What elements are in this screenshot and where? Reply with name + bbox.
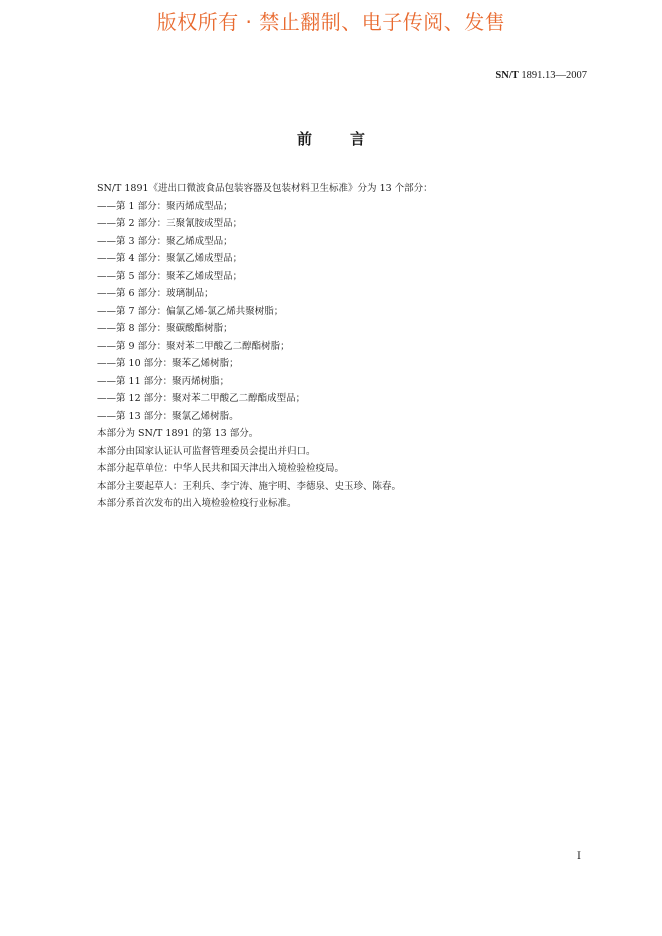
list-item: ——第 10 部分：聚苯乙烯树脂； xyxy=(97,358,239,369)
standard-code-prefix: SN/T xyxy=(495,70,519,81)
list-item: ——第 7 部分：偏氯乙烯-氯乙烯共聚树脂； xyxy=(97,305,284,317)
list-item: ——第 4 部分：聚氯乙烯成型品； xyxy=(97,253,243,264)
list-item: ——第 2 部分：三聚氰胺成型品； xyxy=(97,218,243,229)
list-item: ——第 13 部分：聚氯乙烯树脂。 xyxy=(97,410,239,422)
copyright-watermark: 版权所有 · 禁止翻制、电子传阅、发售 xyxy=(156,10,506,34)
list-item: ——第 3 部分：聚乙烯成型品； xyxy=(97,235,233,247)
list-item: ——第 9 部分：聚对苯二甲酸乙二醇酯树脂； xyxy=(97,340,290,352)
document-body xyxy=(97,180,597,513)
notes xyxy=(97,425,597,513)
page-number: I xyxy=(577,851,581,862)
note-line: 本部分为 SN/T 1891 的第 13 部分。 xyxy=(97,428,259,439)
note-line: 本部分主要起草人：王利兵、李宁涛、施宇明、李德泉、史玉珍、陈春。 xyxy=(97,480,402,492)
note-line: 本部分起草单位：中华人民共和国天津出入境检验检疫局。 xyxy=(97,463,345,474)
list-item: ——第 12 部分：聚对苯二甲酸乙二醇酯成型品； xyxy=(97,393,306,404)
list-item: ——第 1 部分：聚丙烯成型品； xyxy=(97,200,233,212)
list-item: ——第 5 部分：聚苯乙烯成型品； xyxy=(97,270,243,282)
standard-code-number: 1891.13—2007 xyxy=(521,70,587,81)
list-item: ——第 11 部分：聚丙烯树脂； xyxy=(97,375,230,387)
parts-list xyxy=(97,198,597,426)
intro-paragraph: SN/T 1891《进出口微波食品包装容器及包装材料卫生标准》分为 13 个部分： xyxy=(97,183,433,194)
note-line: 本部分由国家认证认可监督管理委员会提出并归口。 xyxy=(97,445,316,457)
note-line: 本部分系首次发布的出入境检验检疫行业标准。 xyxy=(97,498,297,509)
list-item: ——第 8 部分：聚碳酸酯树脂； xyxy=(97,323,233,334)
standard-code xyxy=(495,70,587,81)
page-title: 前言 xyxy=(296,130,403,148)
list-item: ——第 6 部分：玻璃制品； xyxy=(97,288,214,299)
